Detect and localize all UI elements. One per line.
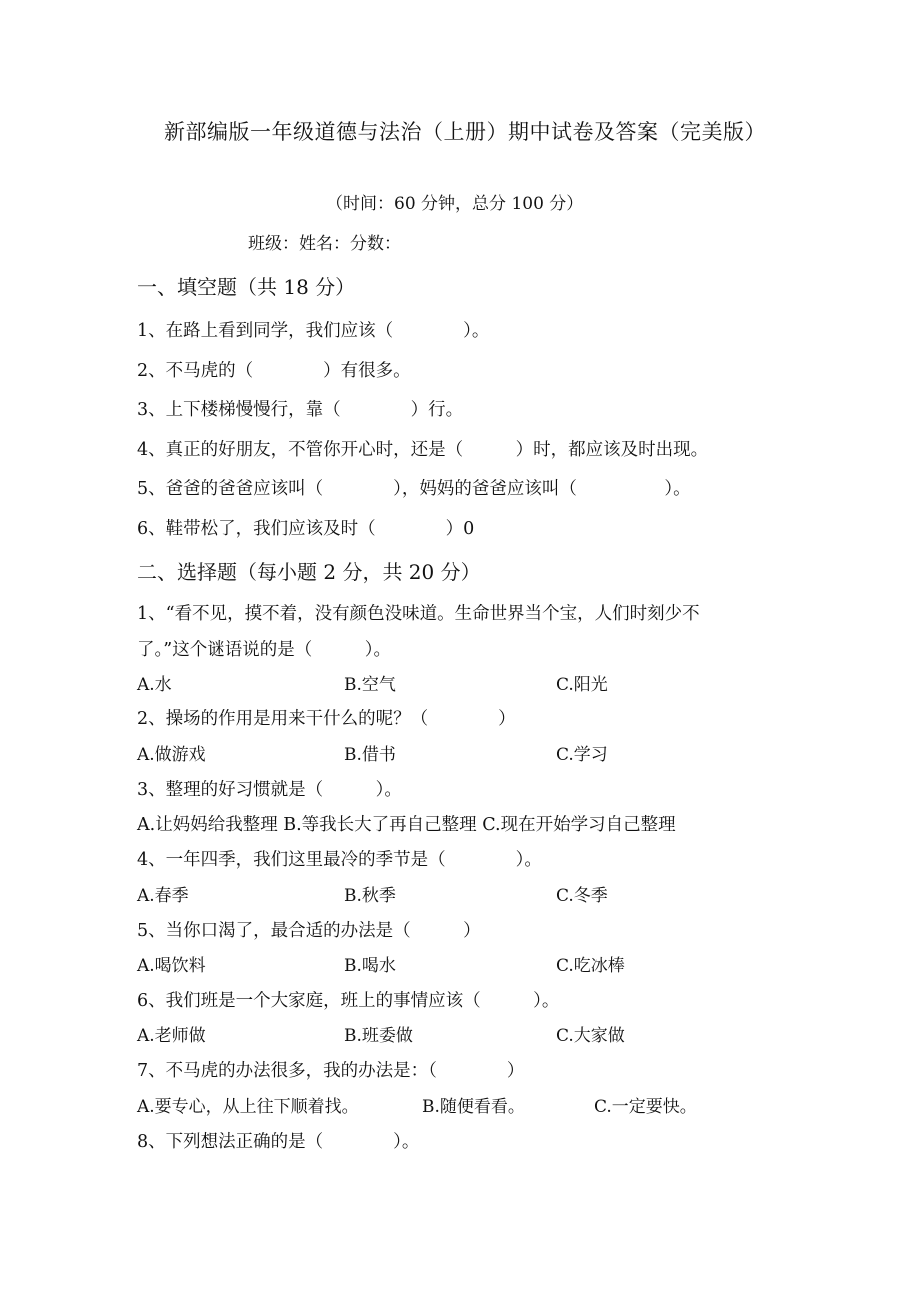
- choice-question-2: 2、操场的作用是用来干什么的呢？（ ）: [137, 709, 516, 729]
- choice-question-1: 1、“看不见，摸不着，没有颜色没味道。生命世界当个宝，人们时刻少不了。”这个谜语说的是（ ）。: [137, 604, 700, 660]
- option-a: A.做游戏: [137, 745, 206, 765]
- section-heading-fill-blank: 一、填空题（共 18 分）: [137, 275, 356, 299]
- option-a: A.老师做: [137, 1026, 206, 1046]
- choice-question-5: 5、当你口渴了，最合适的办法是（ ）: [137, 921, 481, 941]
- choice-options-4: [137, 885, 749, 907]
- section-heading-choice: 二、选择题（每小题 2 分，共 20 分）: [137, 560, 481, 584]
- option-b: B.秋季: [344, 886, 396, 906]
- choice-options-7: [137, 1096, 749, 1118]
- student-info: 班级：姓名：分数：: [248, 234, 401, 254]
- option-a: A.水: [137, 675, 172, 695]
- fill-question-5: 5、爸爸的爸爸应该叫（ ），妈妈的爸爸应该叫（ ）。: [137, 479, 691, 499]
- choice-options-3: A.让妈妈给我整理 B.等我长大了再自己整理 C.现在开始学习自己整理: [137, 815, 676, 835]
- option-c: C.一定要快。: [594, 1097, 697, 1117]
- option-c: C.吃冰棒: [556, 956, 625, 976]
- choice-question-7: 7、不马虎的办法很多，我的办法是：（ ）: [137, 1061, 525, 1081]
- fill-question-3: 3、上下楼梯慢慢行，靠（ ）行。: [137, 400, 464, 420]
- exam-title: 新部编版一年级道德与法治（上册）期中试卷及答案（完美版）: [164, 120, 766, 144]
- option-c: C.大家做: [556, 1026, 625, 1046]
- fill-question-2: 2、不马虎的（ ）有很多。: [137, 361, 411, 381]
- choice-options-1: [137, 674, 749, 696]
- choice-question-4: 4、一年四季，我们这里最冷的季节是（ ）。: [137, 850, 542, 870]
- time-info: （时间：60 分钟，总分 100 分）: [326, 194, 584, 214]
- option-a: A.要专心，从上往下顺着找。: [137, 1097, 359, 1117]
- option-c: C.阳光: [556, 675, 608, 695]
- choice-options-2: [137, 744, 749, 766]
- option-b: B.班委做: [344, 1026, 413, 1046]
- choice-options-6: [137, 1025, 749, 1047]
- fill-question-6: 6、鞋带松了，我们应该及时（ ）0: [137, 519, 475, 539]
- option-c: C.冬季: [556, 886, 608, 906]
- option-c: C.学习: [556, 745, 608, 765]
- choice-question-3: 3、整理的好习惯就是（ ）。: [137, 780, 402, 800]
- fill-question-4: 4、真正的好朋友，不管你开心时，还是（ ）时，都应该及时出现。: [137, 440, 709, 460]
- choice-question-6: 6、我们班是一个大家庭，班上的事情应该（ ）。: [137, 991, 560, 1011]
- option-b: B.借书: [344, 745, 396, 765]
- option-a: A.喝饮料: [137, 956, 206, 976]
- option-b: B.随便看看。: [422, 1097, 525, 1117]
- choice-options-5: [137, 955, 749, 977]
- choice-question-8: 8、下列想法正确的是（ ）。: [137, 1132, 420, 1152]
- option-b: B.空气: [344, 675, 396, 695]
- option-a: A.春季: [137, 886, 189, 906]
- option-b: B.喝水: [344, 956, 396, 976]
- fill-question-1: 1、在路上看到同学，我们应该（ ）。: [137, 321, 490, 341]
